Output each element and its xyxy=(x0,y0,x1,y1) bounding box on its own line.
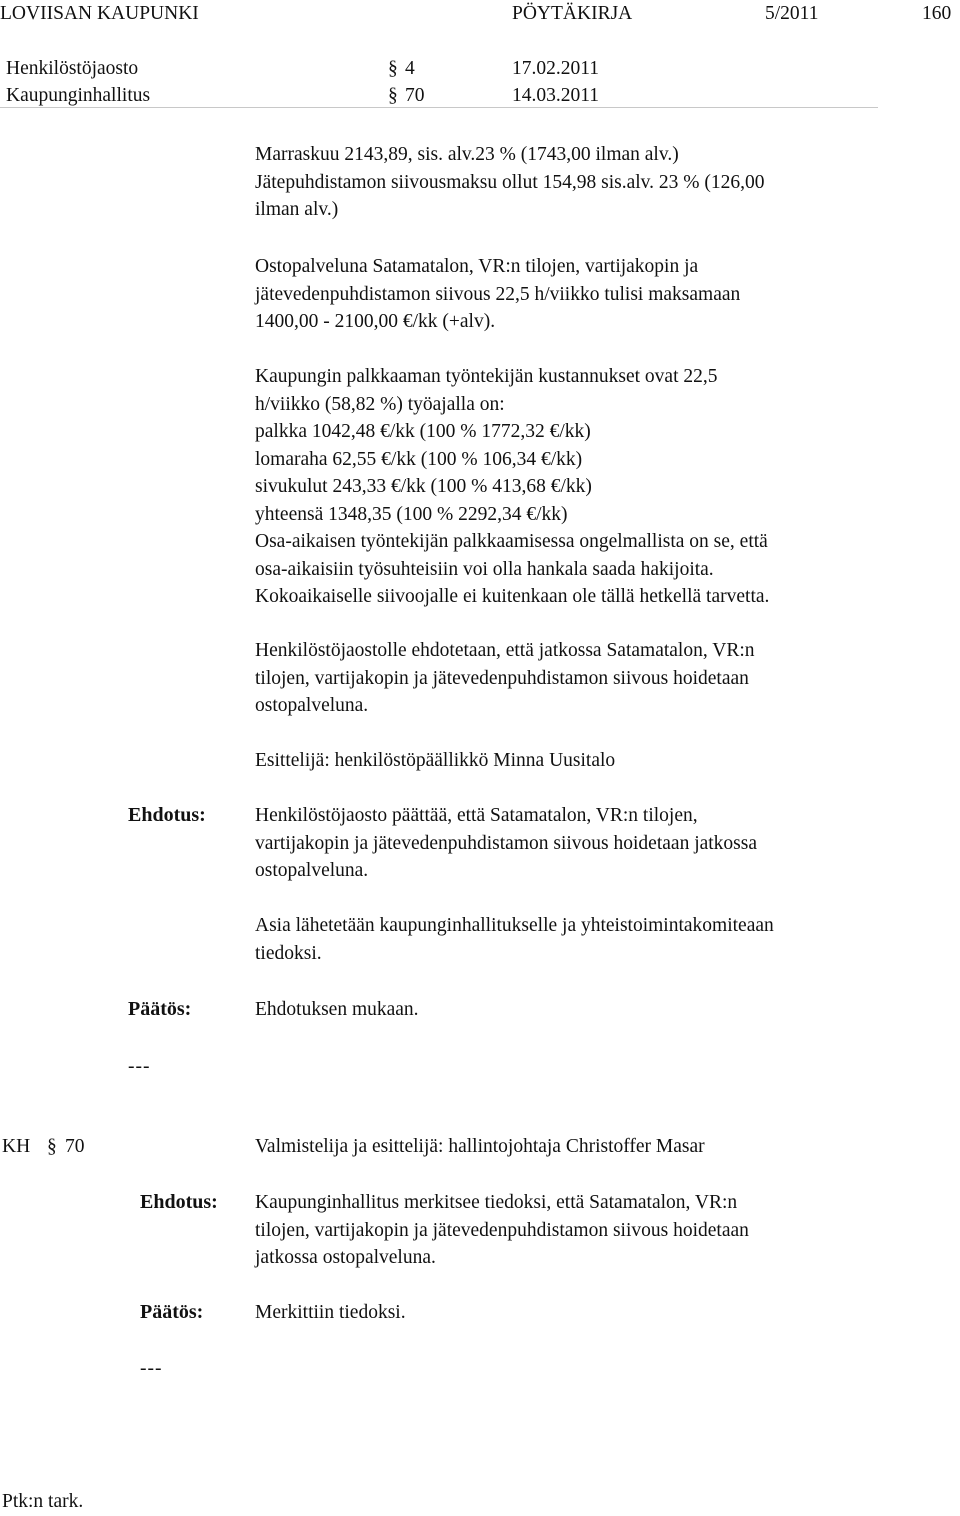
section-number: 70 xyxy=(405,85,425,106)
employee-cost-paragraph xyxy=(255,363,895,611)
text-line: Ehdotuksen mukaan. xyxy=(255,999,419,1020)
section-sign: § xyxy=(388,58,398,79)
kh-presenter xyxy=(255,1133,895,1161)
text-line: ostopalveluna. xyxy=(255,695,369,716)
text-line: Kaupunginhallitus merkitsee tiedoksi, että Satamatalon, VR:n xyxy=(255,1192,738,1213)
text-line: Valmistelija ja esittelijä: hallintojohtaja Christoffer Masar xyxy=(255,1136,705,1157)
text-line: Esittelijä: henkilöstöpäällikkö Minna Uusitalo xyxy=(255,750,616,771)
text-line: Asia lähetetään kaupunginhallitukselle ja yhteistoimintakomiteaan xyxy=(255,915,774,936)
text-line: Henkilöstöjaosto päättää, että Satamatalon, VR:n tilojen, xyxy=(255,805,698,826)
text-line: osa-aikaisiin työsuhteisiin voi olla hankala saada hakijoita. xyxy=(255,558,714,580)
document-type: PÖYTÄKIRJA xyxy=(512,3,633,24)
text-line: tilojen, vartijakopin ja jätevedenpuhdistamon siivous hoidetaan xyxy=(255,667,749,689)
meeting-date: 17.02.2011 xyxy=(512,58,600,79)
text-line: ilman alv.) xyxy=(255,199,339,220)
notice-text xyxy=(255,912,895,967)
text-line: palkka 1042,48 €/kk (100 % 1772,32 €/kk) xyxy=(255,421,591,442)
text-line: Ostopalveluna Satamatalon, VR:n tilojen, vartijakopin ja xyxy=(255,256,699,277)
text-line: jatkossa ostopalveluna. xyxy=(255,1247,436,1268)
meeting-body-name: Henkilöstöjaosto xyxy=(6,58,139,79)
text-line: tilojen, vartijakopin ja jätevedenpuhdistamon siivous hoidetaan xyxy=(255,1219,749,1241)
text-line: Osa-aikaisen työntekijän palkkaamisessa ongelmallista on se, että xyxy=(255,531,768,552)
proposal-text xyxy=(255,802,895,885)
text-line: ostopalveluna. xyxy=(255,860,369,881)
meeting-date: 14.03.2011 xyxy=(512,85,600,106)
header-divider xyxy=(0,107,878,108)
section-sign: § xyxy=(47,1136,57,1157)
document-number: 5/2011 xyxy=(765,3,819,24)
text-line: Henkilöstöjaostolle ehdotetaan, että jatkossa Satamatalon, VR:n xyxy=(255,640,755,661)
cost-paragraph xyxy=(255,141,895,224)
section-separator: --- xyxy=(140,1358,163,1379)
kh-section-number: 70 xyxy=(65,1136,85,1157)
section-sign: § xyxy=(388,85,398,106)
text-line: h/viikko (58,82 %) työajalla on: xyxy=(255,393,505,415)
kh-proposal-label: Ehdotus: xyxy=(140,1191,218,1213)
minutes-check-label: Ptk:n tark. xyxy=(2,1491,84,1512)
organization-name: LOVIISAN KAUPUNKI xyxy=(0,3,199,24)
kh-section-label: KH xyxy=(2,1136,31,1157)
section-number: 4 xyxy=(405,58,415,79)
outsourcing-paragraph xyxy=(255,253,895,336)
section-separator: --- xyxy=(128,1056,151,1077)
text-line: vartijakopin ja jätevedenpuhdistamon siivous hoidetaan jatkossa xyxy=(255,832,758,854)
kh-proposal-text xyxy=(255,1189,895,1272)
text-line: jätevedenpuhdistamon siivous 22,5 h/viikko tulisi maksamaan xyxy=(255,283,741,305)
meeting-body-name: Kaupunginhallitus xyxy=(6,85,151,106)
text-line: lomaraha 62,55 €/kk (100 % 106,34 €/kk) xyxy=(255,448,583,470)
presenter-line xyxy=(255,747,895,775)
text-line: Jätepuhdistamon siivousmaksu ollut 154,98 sis.alv. 23 % (126,00 xyxy=(255,171,765,193)
decision-label: Päätös: xyxy=(128,998,192,1020)
text-line: sivukulut 243,33 €/kk (100 % 413,68 €/kk) xyxy=(255,476,592,497)
text-line: 1400,00 - 2100,00 €/kk (+alv). xyxy=(255,311,496,332)
kh-decision-text xyxy=(255,1299,895,1327)
text-line: Marraskuu 2143,89, sis. alv.23 % (1743,00 ilman alv.) xyxy=(255,144,679,165)
text-line: tiedoksi. xyxy=(255,942,322,964)
text-line: Kaupungin palkkaaman työntekijän kustannukset ovat 22,5 xyxy=(255,366,718,387)
page-number: 160 xyxy=(922,3,952,24)
text-line: Merkittiin tiedoksi. xyxy=(255,1302,406,1323)
text-line: yhteensä 1348,35 (100 % 2292,34 €/kk) xyxy=(255,503,568,525)
proposal-label: Ehdotus: xyxy=(128,804,206,826)
suggestion-paragraph xyxy=(255,637,895,720)
decision-text xyxy=(255,996,895,1024)
kh-decision-label: Päätös: xyxy=(140,1301,204,1323)
text-line: Kokoaikaiselle siivoojalle ei kuitenkaan ole tällä hetkellä tarvetta. xyxy=(255,586,770,607)
